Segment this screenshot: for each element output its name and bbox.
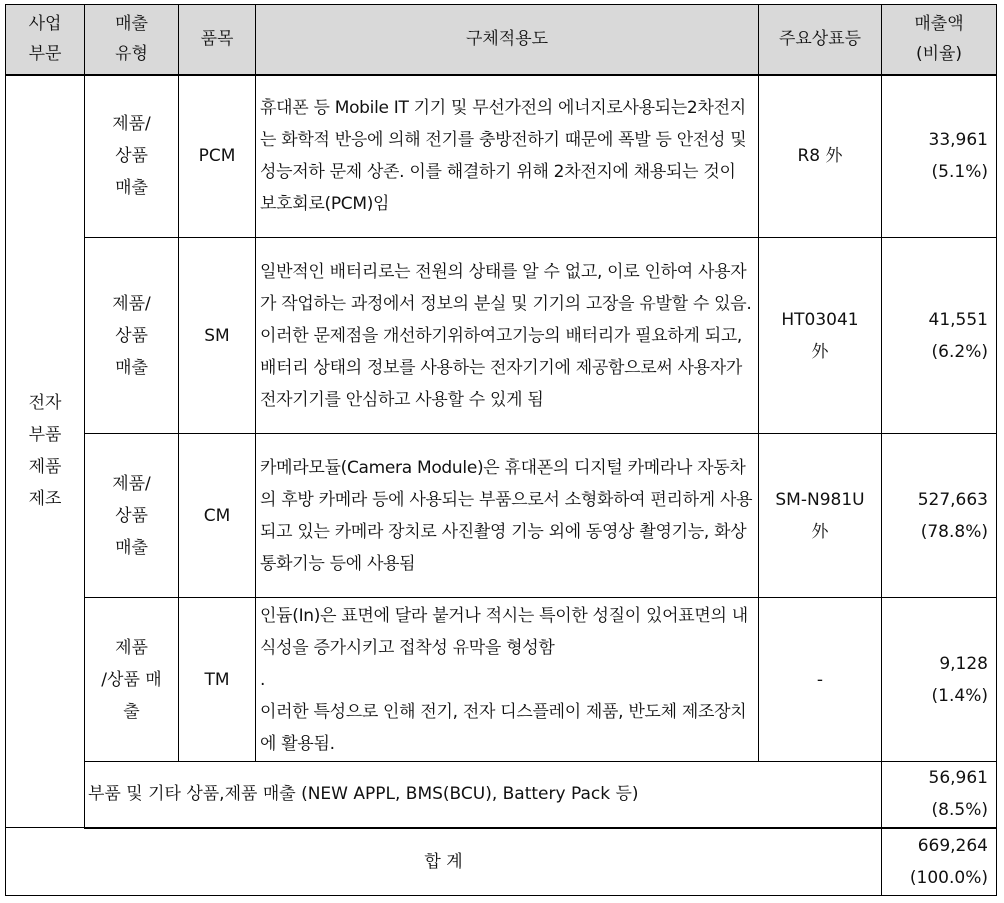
- sales-type-cell: 제품 /상품 매 출: [85, 598, 179, 762]
- other-label-cell: 부품 및 기타 상품,제품 매출 (NEW APPL, BMS(BCU), Battery Pack 등): [85, 762, 882, 828]
- brand-cell: R8 外: [759, 75, 882, 238]
- segment-cell: 전자 부품 제품 제조: [6, 75, 85, 828]
- usage-cell: 인듐(In)은 표면에 달라 붙거나 적시는 특이한 성질이 있어표면의 내식성을 증가시키고 접착성 유막을 형성함 . 이러한 특성으로 인해 전기, 전자 디스플레이 제품, 반도체 제조장치에 활용됨.: [256, 598, 759, 762]
- item-cell: PCM: [179, 75, 256, 238]
- amount-cell: 41,551 (6.2%): [882, 238, 997, 434]
- item-cell: SM: [179, 238, 256, 434]
- table-row-tm: [6, 598, 997, 762]
- amount-cell: 33,961 (5.1%): [882, 75, 997, 238]
- sales-by-product-table: [5, 4, 997, 896]
- header-item: 품목: [179, 5, 256, 75]
- amount-cell: 9,128 (1.4%): [882, 598, 997, 762]
- header-brand: 주요상표등: [759, 5, 882, 75]
- sales-table-container: [5, 4, 997, 896]
- table-row-sm: [6, 238, 997, 434]
- total-amount-cell: 669,264 (100.0%): [882, 828, 997, 896]
- total-label-cell: 합 계: [6, 828, 882, 896]
- usage-cell: 카메라모듈(Camera Module)은 휴대폰의 디지털 카메라나 자동차의 후방 카메라 등에 사용되는 부품으로서 소형화하여 편리하게 사용되고 있는 카메라 장치로 사진촬영 기능 외에 동영상 촬영기능, 화상통화기능 등에 사용됨: [256, 434, 759, 598]
- table-row-other: [6, 762, 997, 828]
- item-cell: TM: [179, 598, 256, 762]
- table-row-cm: [6, 434, 997, 598]
- brand-cell: -: [759, 598, 882, 762]
- header-amount: 매출액 (비율): [882, 5, 997, 75]
- usage-cell: 휴대폰 등 Mobile IT 기기 및 무선가전의 에너지로사용되는2차전지는 화학적 반응에 의해 전기를 충방전하기 때문에 폭발 등 안전성 및 성능저하 문제 상존. 이를 해결하기 위해 2차전지에 채용되는 것이 보호회로(PCM)임: [256, 75, 759, 238]
- usage-cell: 일반적인 배터리로는 전원의 상태를 알 수 없고, 이로 인하여 사용자가 작업하는 과정에서 정보의 분실 및 기기의 고장을 유발할 수 있음. 이러한 문제점을 개선하기위하여고기능의 배터리가 필요하게 되고, 배터리 상태의 정보를 사용하는 전자기기에 제공함으로써 사용자가 전자기기를 안심하고 사용할 수 있게 됨: [256, 238, 759, 434]
- header-sales-type: 매출 유형: [85, 5, 179, 75]
- sales-type-cell: 제품/ 상품 매출: [85, 434, 179, 598]
- amount-cell: 527,663 (78.8%): [882, 434, 997, 598]
- item-cell: CM: [179, 434, 256, 598]
- other-amount-cell: 56,961 (8.5%): [882, 762, 997, 828]
- header-usage: 구체적용도: [256, 5, 759, 75]
- header-segment: 사업 부문: [6, 5, 85, 75]
- sales-type-cell: 제품/ 상품 매출: [85, 238, 179, 434]
- table-row-total: [6, 828, 997, 896]
- table-row-pcm: [6, 75, 997, 238]
- brand-cell: HT03041 外: [759, 238, 882, 434]
- brand-cell: SM-N981U 外: [759, 434, 882, 598]
- header-row: [6, 5, 997, 75]
- sales-type-cell: 제품/ 상품 매출: [85, 75, 179, 238]
